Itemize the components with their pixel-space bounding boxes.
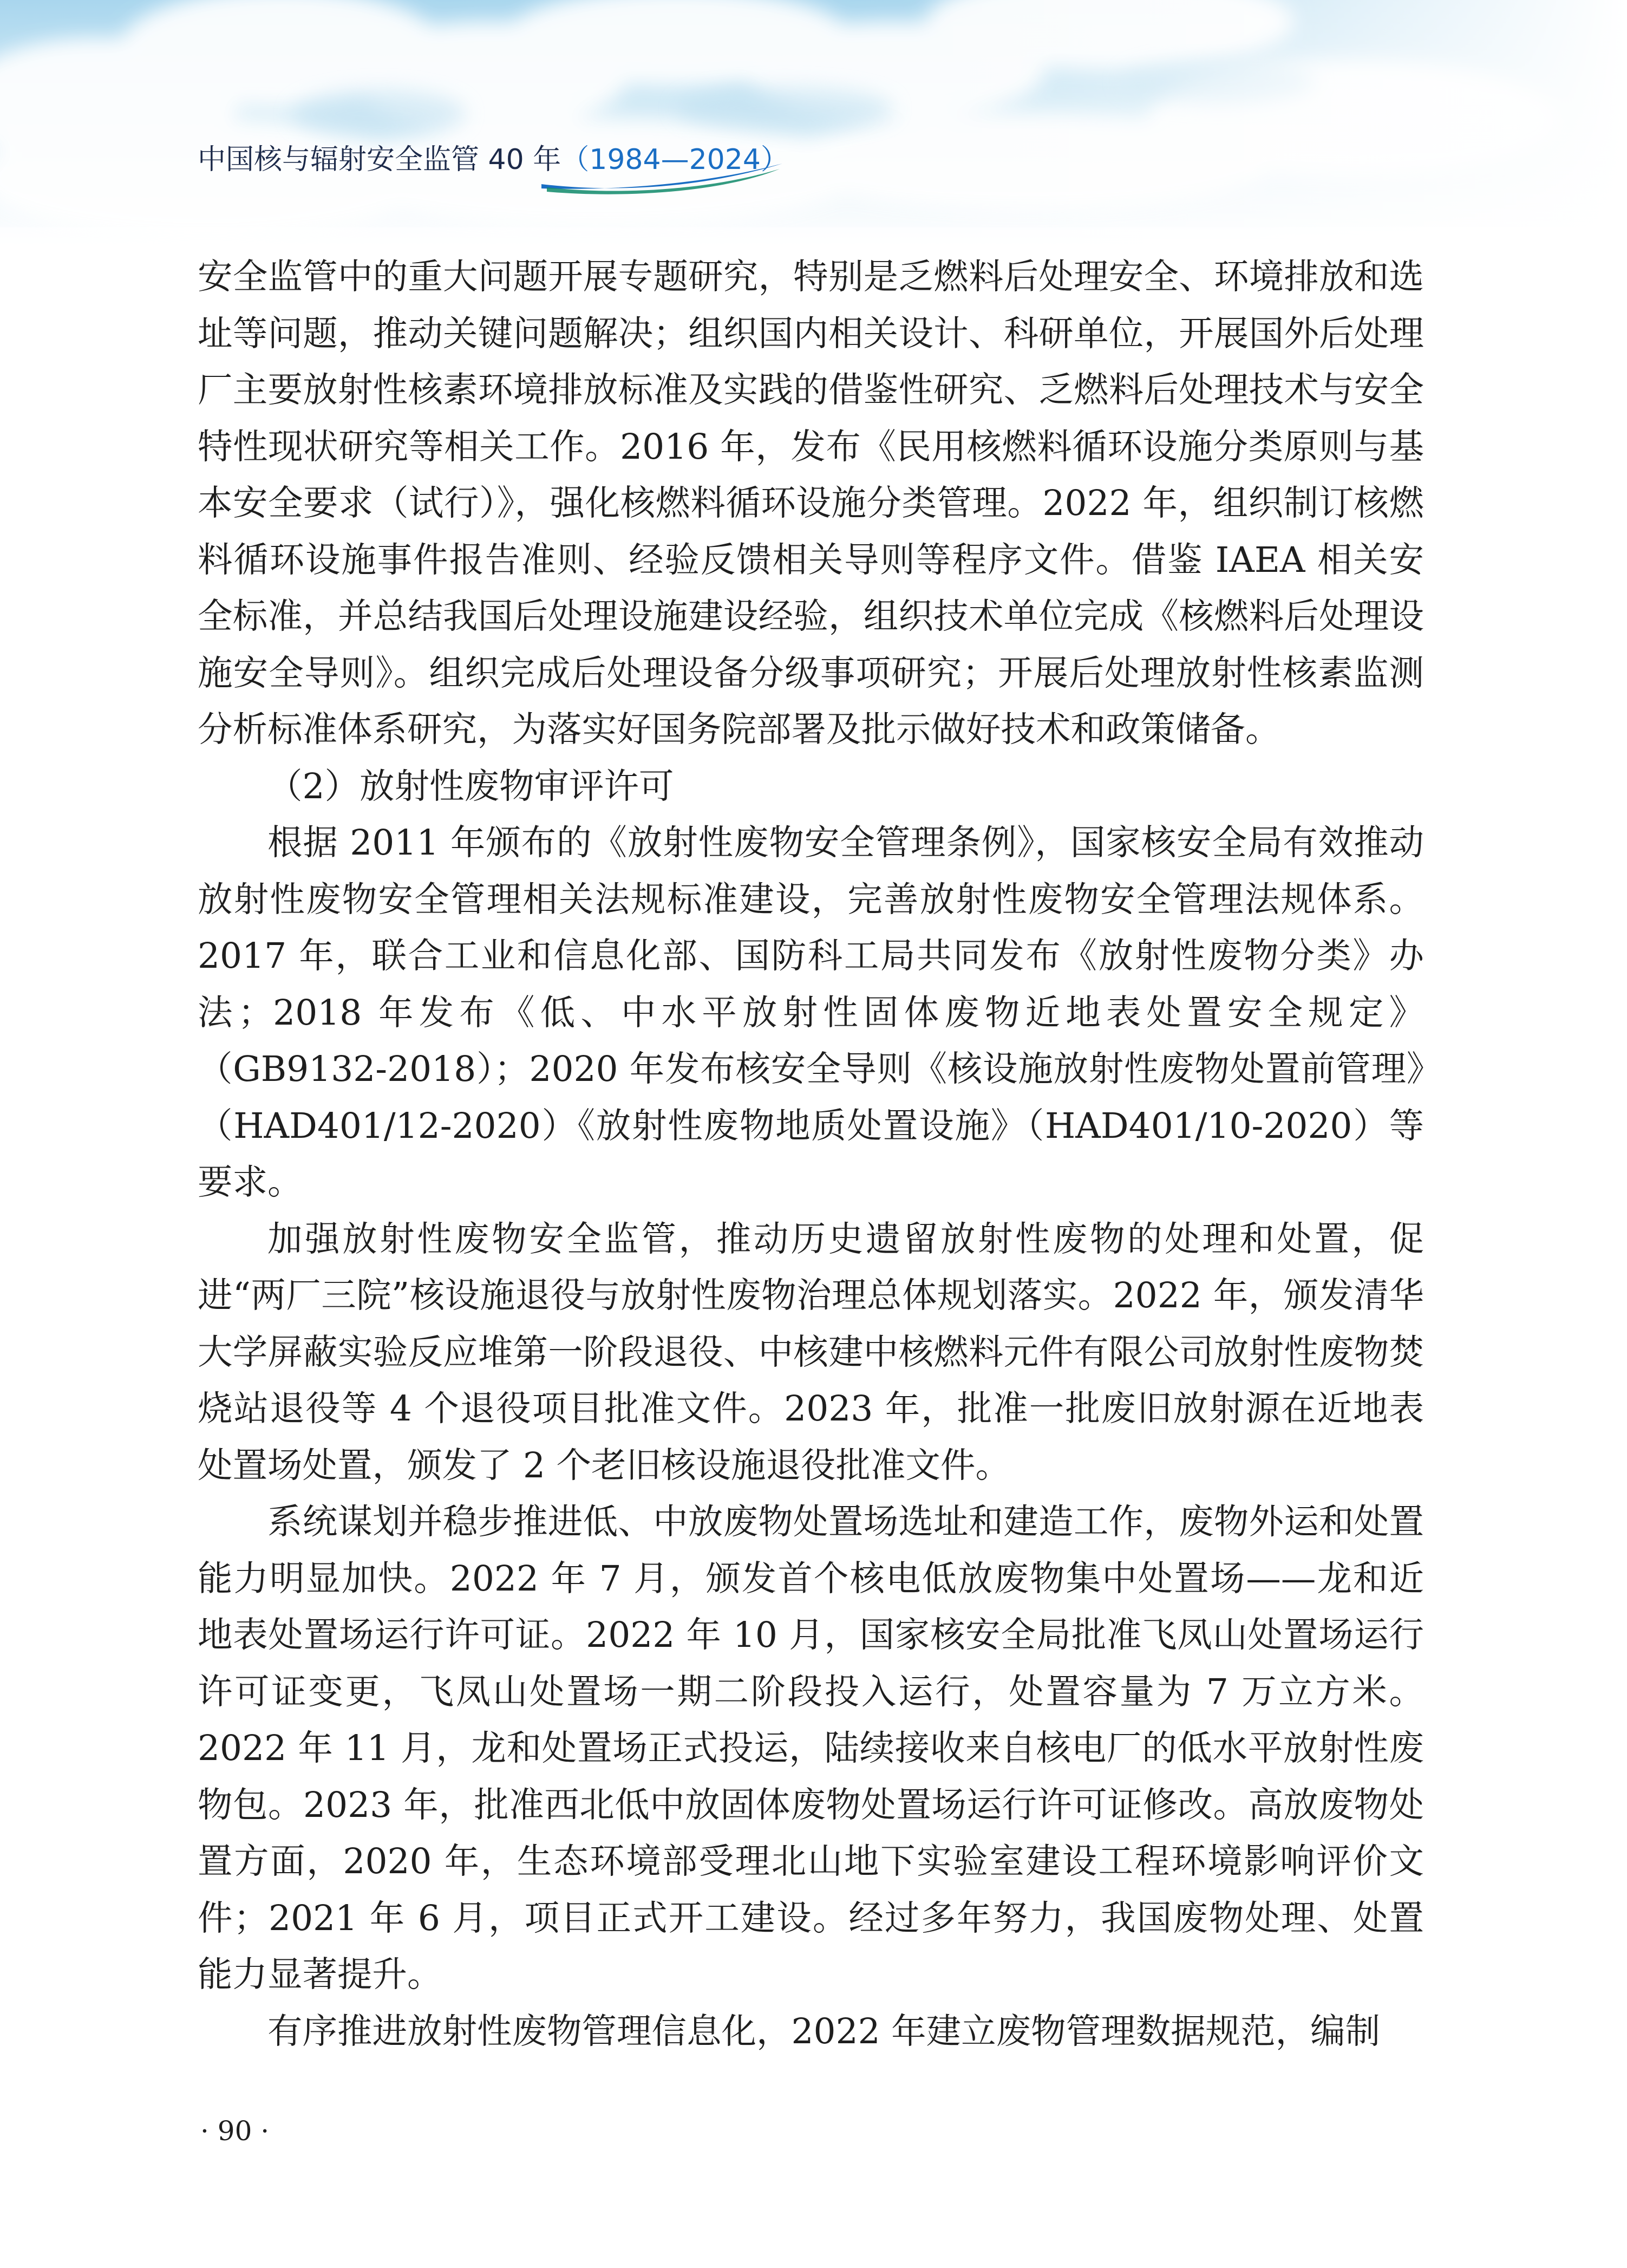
running-header-years: （1984—2024） xyxy=(561,144,789,176)
running-header-title: 中国核与辐射安全监管 40 年 xyxy=(198,144,561,176)
paragraph: 系统谋划并稳步推进低、中放废物处置场选址和建造工作，废物外运和处置能力明显加快。2022 年 7 月，颁发首个核电低放废物集中处置场——龙和近地表处置场运行许可证。2022 年 10 月，国家核安全局批准飞凤山处置场运行许可证变更，飞凤山处置场一期二阶段投入运行，处置容量为 7 万立方米。2022 年 11 月，龙和处置场正式投运，陆续接收来自核电厂的低水平放射性废物包。2023 年，批准西北低中放固体废物处置场运行许可证修改。高放废物处置方面，2020 年，生态环境部受理北山地下实验室建设工程环境影响评价文件；2021 年 6 月，项目正式开工建设。经过多年努力，我国废物处理、处置能力显著提升。 xyxy=(198,1502,1424,1995)
paragraph-continued: 安全监管中的重大问题开展专题研究，特别是乏燃料后处理安全、环境排放和选址等问题，推动关键问题解决；组织国内相关设计、科研单位，开展国外后处理厂主要放射性核素环境排放标准及实践的借鉴性研究、乏燃料后处理技术与安全特性现状研究等相关工作。2016 年，发布《民用核燃料循环设施分类原则与基本安全要求（试行）》，强化核燃料循环设施分类管理。2022 年，组织制订核燃料循环设施事件报告准则、经验反馈相关导则等程序文件。借鉴 IAEA 相关安全标准，并总结我国后处理设施建设经验，组织技术单位完成《核燃料后处理设施安全导则》。组织完成后处理设备分级事项研究；开展后处理放射性核素监测分析标准体系研究，为落实好国务院部署及批示做好技术和政策储备。 xyxy=(198,257,1424,750)
paragraph: 根据 2011 年颁布的《放射性废物安全管理条例》，国家核安全局有效推动放射性废物安全管理相关法规标准建设，完善放射性废物安全管理法规体系。2017 年，联合工业和信息化部、国防科工局共同发布《放射性废物分类》办法；2018 年发布《低、中水平放射性固体废物近地表处置安全规定》（GB9132-2018）；2020 年发布核安全导则《核设施放射性废物处置前管理》（HAD401/12-2020）《放射性废物地质处置设施》（HAD401/10-2020）等要求。 xyxy=(198,823,1424,1203)
paragraph-truncated: 有序推进放射性废物管理信息化，2022 年建立废物管理数据规范，编制 xyxy=(267,2011,1381,2052)
header-swoosh-decoration xyxy=(541,153,785,201)
body-text xyxy=(198,249,1424,2060)
section-heading: （2）放射性废物审评许可 xyxy=(267,766,674,807)
page-number: · 90 · xyxy=(200,2115,270,2147)
paragraph: 加强放射性废物安全监管，推动历史遗留放射性废物的处理和处置，促进“两厂三院”核设施退役与放射性废物治理总体规划落实。2022 年，颁发清华大学屏蔽实验反应堆第一阶段退役、中核建中核燃料元件有限公司放射性废物焚烧站退役等 4 个退役项目批准文件。2023 年，批准一批废旧放射源在近地表处置场处置，颁发了 2 个老旧核设施退役批准文件。 xyxy=(198,1218,1424,1486)
